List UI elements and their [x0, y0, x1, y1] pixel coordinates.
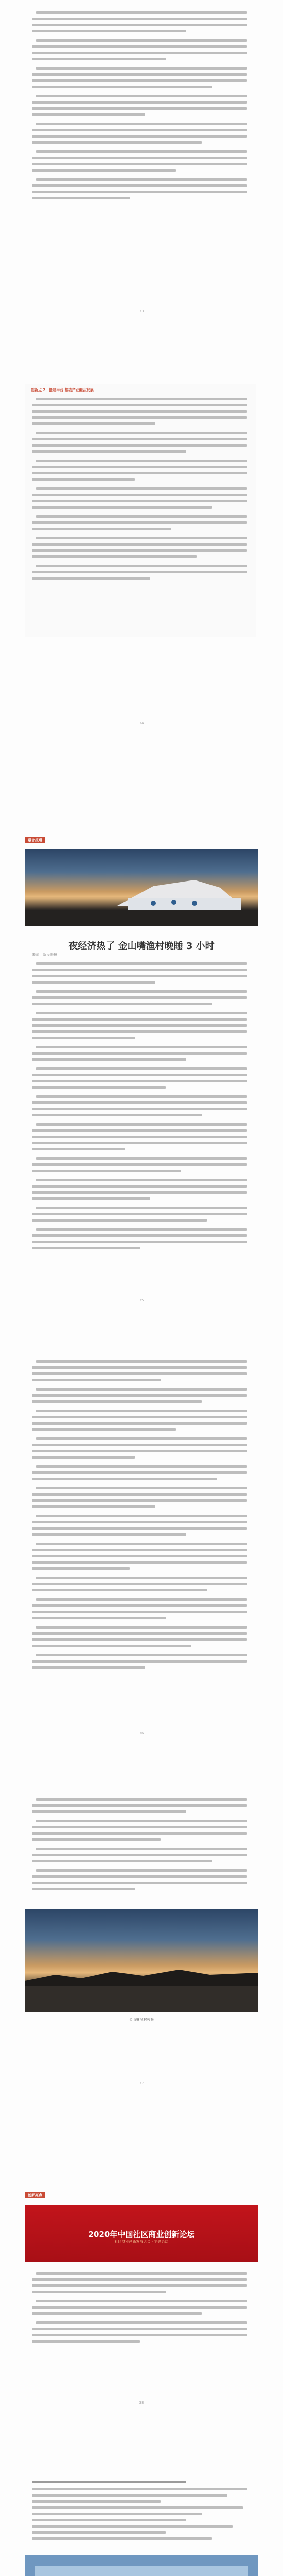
hero-photo: [25, 849, 258, 926]
article-title: 夜经济热了 金山嘴渔村晚睡 3 小时: [68, 941, 215, 952]
section-tag: 创新亮点: [25, 2192, 45, 2198]
page-number: 33: [139, 309, 144, 313]
box-heading: 创新点 2：搭建平台 推动产业融合发展: [31, 388, 94, 392]
page-number: 37: [139, 2081, 144, 2086]
page-number: 35: [139, 1298, 144, 1302]
village-night-photo: [25, 1909, 258, 2012]
highlight-box: [25, 384, 256, 637]
photo-caption: 金山嘴渔村夜景: [129, 2018, 154, 2022]
page-number: 34: [139, 721, 144, 725]
forum-banner-subtitle: 社区商业创新发展大会 · 主题论坛: [114, 2240, 169, 2244]
page-number: 36: [139, 1731, 144, 1735]
forum-banner: [25, 2205, 258, 2262]
forum-stage-photo: [25, 2555, 258, 2576]
byline: 来源：新民晚报: [32, 953, 57, 957]
section-tag: 融合报道: [25, 837, 45, 843]
forum-banner-title: 2020年中国社区商业创新论坛: [88, 2230, 195, 2239]
page-number: 38: [139, 2401, 144, 2405]
